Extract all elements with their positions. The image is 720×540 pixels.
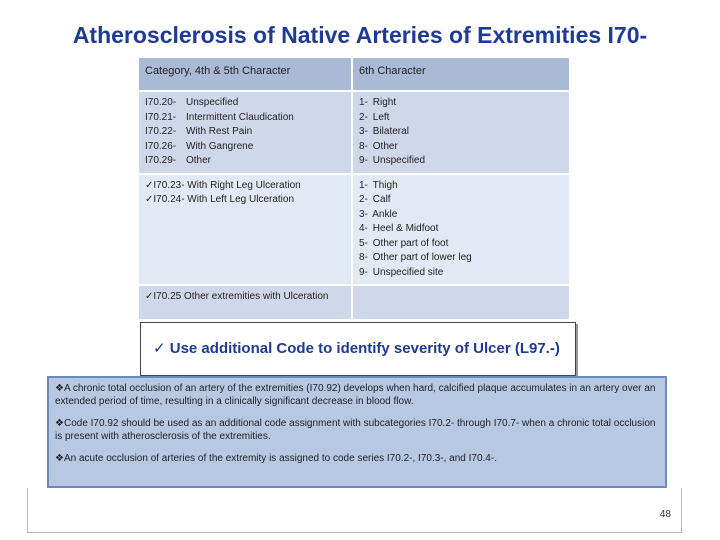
sixth-character-cell: [352, 91, 569, 174]
char-line: 3- Ankle: [359, 208, 398, 220]
char-line: 2- Left: [359, 111, 390, 123]
code-line: ✓I70.24- With Left Leg Ulceration: [145, 194, 295, 205]
note-item: ❖Code I70.92 should be used as an additional code assignment with subcategories I70.2- through I70.7- when a chronic total occlusion is present with atherosclerosis of the extremities.: [55, 418, 656, 442]
sixth-character-cell: [352, 174, 569, 286]
char-line: 8- Other: [359, 140, 398, 152]
char-line: 2- Calf: [359, 194, 391, 205]
page-frame: [27, 488, 682, 533]
check-icon: ✓: [145, 179, 154, 191]
notes-box: [47, 376, 667, 488]
slide-title: Atherosclerosis of Native Arteries of Extremities I70-: [72, 22, 648, 48]
table-header-row: [139, 58, 569, 91]
char-line: 9- Unspecified: [359, 155, 426, 166]
char-line: 1- Thigh: [359, 179, 398, 191]
diamond-bullet-icon: ❖: [55, 453, 64, 464]
table-row: [139, 285, 569, 320]
additional-code-callout: [140, 322, 576, 376]
check-icon: ✓: [145, 291, 154, 302]
code-line: I70.21- Intermittent Claudication: [145, 111, 294, 123]
page-number: 48: [659, 509, 671, 520]
diamond-bullet-icon: ❖: [55, 383, 64, 394]
ulceration-codes-cell: [139, 174, 352, 286]
note-item: ❖An acute occlusion of arteries of the extremity is assigned to code series I70.2-, I70.3-, and I70.4-.: [55, 453, 497, 464]
char-line: 8- Other part of lower leg: [359, 252, 472, 263]
callout-text: ✓ Use additional Code to identify severity of Ulcer (L97.-): [153, 340, 560, 357]
header-category: Category, 4th & 5th Character: [139, 58, 352, 91]
code-line: I70.20- Unspecified: [145, 97, 239, 108]
check-icon: ✓: [145, 194, 154, 205]
code-table: [139, 58, 569, 321]
header-sixth-character: 6th Character: [352, 58, 569, 91]
empty-cell: [352, 285, 569, 320]
diamond-bullet-icon: ❖: [55, 418, 64, 429]
table-row: [139, 174, 569, 286]
char-line: 1- Right: [359, 97, 397, 108]
char-line: 5- Other part of foot: [359, 237, 449, 249]
table-row: [139, 91, 569, 174]
check-icon: ✓: [153, 340, 166, 357]
code-line: ✓I70.23- With Right Leg Ulceration: [145, 179, 301, 191]
code-line: I70.26- With Gangrene: [145, 140, 254, 152]
note-item: ❖A chronic total occlusion of an artery of the extremities (I70.92) develops when hard, calcified plaque accumulates in an artery over an extended period of time, resulting in a clinically significant decrease in blood flow.: [55, 383, 656, 407]
code-line: I70.29- Other: [145, 155, 212, 166]
other-extremities-cell: ✓I70.25 Other extremities with Ulceration: [139, 285, 352, 320]
char-line: 4- Heel & Midfoot: [359, 223, 439, 234]
category-codes-cell: [139, 91, 352, 174]
char-line: 9- Unspecified site: [359, 266, 444, 278]
char-line: 3- Bilateral: [359, 126, 409, 137]
code-line: I70.22- With Rest Pain: [145, 126, 253, 137]
